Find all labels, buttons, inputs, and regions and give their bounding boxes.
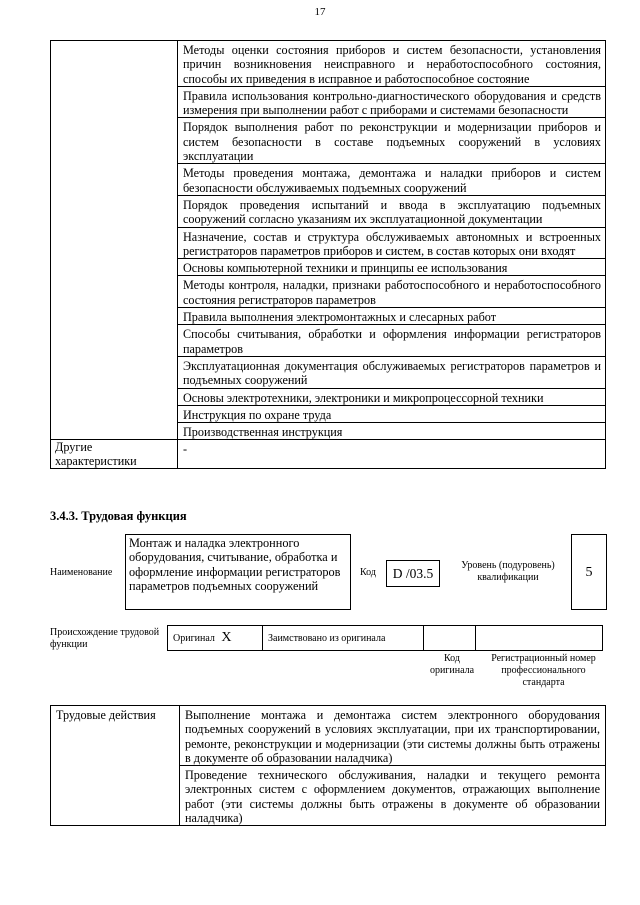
page-number: 17 <box>314 6 326 18</box>
knowledge-item: Назначение, состав и структура обслуживаемых автономных и встроенных регистраторов параметров приборов и систем, в состав которых они входят <box>178 227 606 259</box>
action-item: Проведение технического обслуживания, наладки и текущего ремонта электронных систем с оформлением документов, отражающих выполнение работ (эти системы должны быть отражены в документе об образовании наладчика) <box>180 766 606 826</box>
other-characteristics-value: - <box>178 440 606 469</box>
knowledge-item: Правила выполнения электромонтажных и слесарных работ <box>178 308 606 325</box>
knowledge-label-cell <box>51 41 178 440</box>
original-code-cell <box>424 626 476 651</box>
knowledge-item: Порядок выполнения работ по реконструкции и модернизации приборов и систем безопасности в составе подъемных сооружений в условиях эксплуатации <box>178 118 606 164</box>
knowledge-item: Основы электротехники, электроники и микропроцессорной техники <box>178 388 606 405</box>
reg-caption: Регистрационный номер профессионального стандарта <box>491 653 596 688</box>
original-label: Оригинал <box>173 633 215 644</box>
origin-label: Происхождение трудовой функции <box>50 627 160 650</box>
knowledge-item: Способы считывания, обработки и оформления информации регистраторов параметров <box>178 325 606 357</box>
knowledge-item: Инструкция по охране труда <box>178 405 606 422</box>
knowledge-table <box>50 40 606 469</box>
section-title: 3.4.3. Трудовая функция <box>50 509 187 523</box>
reg-number-cell <box>476 626 603 651</box>
function-name-box: Монтаж и наладка электронного оборудования, считывание, обработка и оформление информации регистраторов параметров подъемных сооружений <box>125 534 351 610</box>
original-mark: X <box>221 630 232 645</box>
function-code-box: D /03.5 <box>386 560 440 587</box>
knowledge-item: Порядок проведения испытаний и ввода в эксплуатацию подъемных сооружений согласно указаниям их эксплуатационной документации <box>178 195 606 227</box>
name-label: Наименование <box>50 567 113 578</box>
knowledge-item: Основы компьютерной техники и принципы ее использования <box>178 259 606 276</box>
knowledge-item: Эксплуатационная документация обслуживаемых регистраторов параметров и подъемных сооружений <box>178 356 606 388</box>
origin-table <box>167 625 603 651</box>
knowledge-item: Методы проведения монтажа, демонтажа и наладки приборов и систем безопасности обслуживаемых подъемных сооружений <box>178 164 606 196</box>
code-caption: Код оригинала <box>429 653 475 676</box>
knowledge-item: Методы оценки состояния приборов и систем безопасности, установления причин возникновения неисправного и неработоспособного состояния, способы их приведения в исправное и работоспособное состояние <box>178 41 606 87</box>
borrowed-cell: Заимствовано из оригинала <box>263 626 424 651</box>
level-label: Уровень (подуровень) квалификации <box>461 560 555 583</box>
action-item: Выполнение монтажа и демонтажа систем электронного оборудования подъемных сооружений в условиях эксплуатации, при их транспортировании, ремонте, реконструкции и модернизации (эти системы должны быть отражены в документе об образовании наладчика) <box>180 706 606 766</box>
actions-table <box>50 705 606 826</box>
actions-label: Трудовые действия <box>51 706 180 826</box>
code-label: Код <box>360 567 376 578</box>
other-characteristics-label: Другие характеристики <box>51 440 178 469</box>
knowledge-item: Методы контроля, наладки, признаки работоспособного и неработоспособного состояния регистраторов параметров <box>178 276 606 308</box>
level-box: 5 <box>571 534 607 610</box>
knowledge-item: Производственная инструкция <box>178 423 606 440</box>
knowledge-item: Правила использования контрольно-диагностического оборудования и средств измерения при выполнении работ с приборами и системами безопасности <box>178 86 606 118</box>
original-cell <box>168 626 263 651</box>
